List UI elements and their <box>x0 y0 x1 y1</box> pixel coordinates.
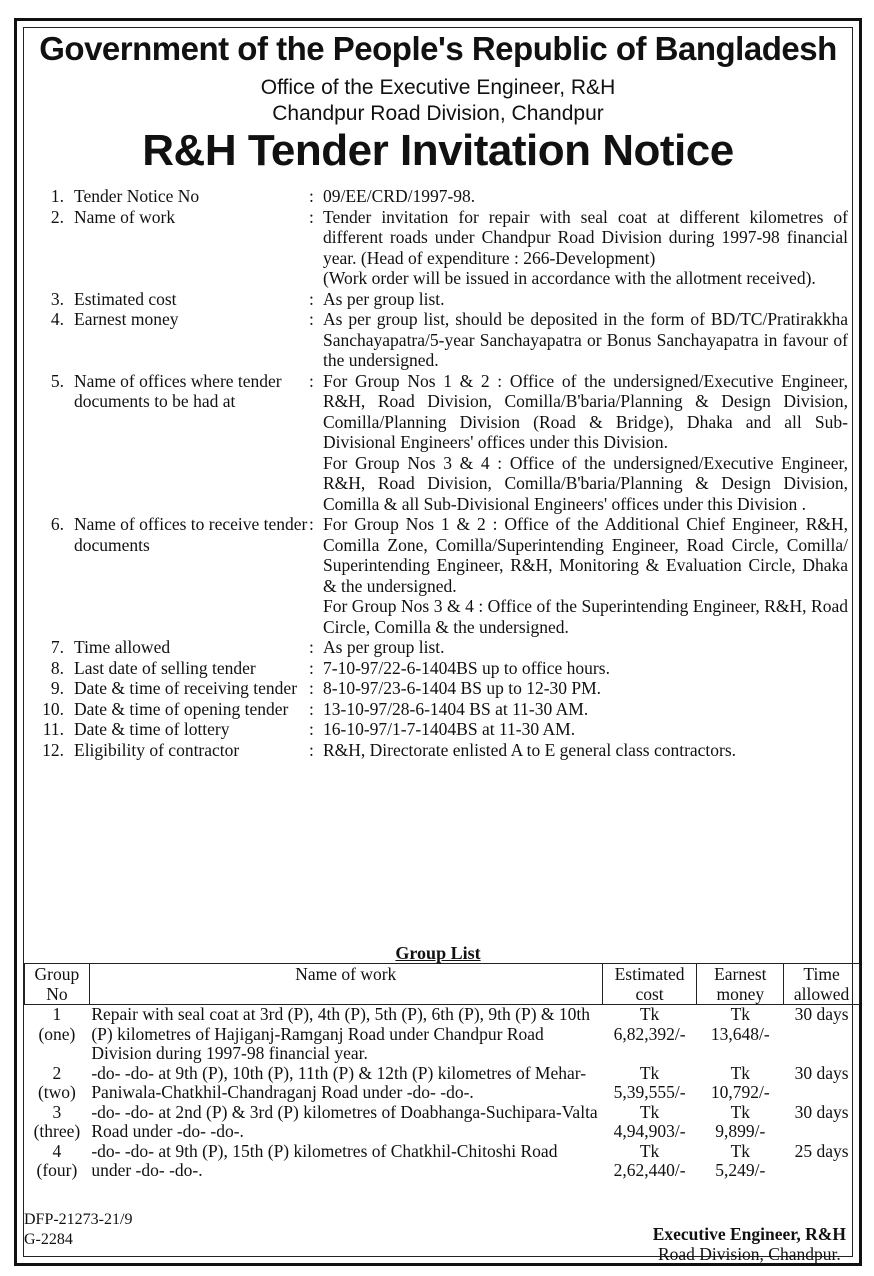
item-label: Date & time of opening tender <box>74 698 289 719</box>
detail-row: 2. Name of work : Tender invitation for repair with seal coat at different kilometres of different roads under Chandpur Road Division during 1997-98 financial year. (Head of expenditure : 266-Development) (Work order will be issued in accordance with the allotment received). <box>28 207 848 289</box>
currency-label: Tk <box>730 1062 751 1083</box>
division-name: Chandpur Road Division, Chandpur <box>272 102 604 125</box>
item-label: Name of work <box>74 206 176 227</box>
currency-label: Tk <box>730 1101 751 1122</box>
dfp-number: DFP-21273-21/9 <box>24 1211 133 1228</box>
estimated-cost: 2,62,440/- <box>613 1160 686 1180</box>
time-allowed: 30 days <box>794 1004 849 1024</box>
detail-row: 6. Name of offices to receive tender documents : For Group Nos 1 & 2 : Office of the Additional Chief Engineer, R&H, Comilla Zone, Comilla/Superintending Engineer, Road Circle, Comilla/ Superintending Engineer, R&H, Monitoring & Evaluation Circle, Dhaka & the undersigned. For Group Nos 3 & 4 : Office of the Superintending Engineer, R&H, Road Circle, Comilla & the undersigned. <box>28 514 848 637</box>
detail-row: 11. Date & time of lottery : 16-10-97/1-7-1404BS at 11-30 AM. <box>28 719 848 740</box>
government-title: Government of the People's Republic of Bangladesh <box>39 30 837 67</box>
detail-row: 10. Date & time of opening tender : 13-10-97/28-6-1404 BS at 11-30 AM. <box>28 699 848 720</box>
group-word: (four) <box>36 1160 78 1180</box>
item-label: Last date of selling tender <box>74 657 256 678</box>
estimated-cost: 6,82,392/- <box>613 1023 686 1044</box>
item-number: 1. <box>50 186 64 206</box>
earnest-money: 9,899/- <box>715 1121 766 1141</box>
item-label: Time allowed <box>74 637 171 657</box>
table-row <box>25 1005 860 1064</box>
item-label: Tender Notice No <box>74 186 200 206</box>
notice-frame <box>14 18 862 1266</box>
earnest-money: 10,792/- <box>710 1082 770 1102</box>
signatory-title: Executive Engineer, R&H <box>652 1224 846 1244</box>
item-label: Name of offices where tender documents to be had at <box>74 370 282 411</box>
item-value: 13-10-97/28-6-1404 BS at 11-30 AM. <box>323 698 589 719</box>
time-allowed: 30 days <box>794 1101 849 1122</box>
item-label: Estimated cost <box>74 288 177 309</box>
item-number: 4. <box>50 309 64 329</box>
currency-label: Tk <box>730 1140 751 1161</box>
detail-row: 5. Name of offices where tender documents to be had at : For Group Nos 1 & 2 : Office of the undersigned/Executive Engineer, R&H, Road Division, Comilla/B'baria/Planning & Design Division, Comilla/Planning Division (Road & Bridge), Dhaka and all Sub-Divisional Engineers' offices under this Division. For Group Nos 3 & 4 : Office of the undersigned/Executive Engineer, R&H, Road Division, Comilla/B'baria/Planning & Design Division, Comilla & all Sub-Divisional Engineers' offices under this Division . <box>28 371 848 515</box>
table-row <box>25 1142 860 1181</box>
group-word: (three) <box>33 1121 81 1141</box>
group-word: (two) <box>37 1082 76 1102</box>
item-label: Date & time of lottery <box>74 719 230 739</box>
group-list-title: Group List <box>395 943 481 963</box>
item-number: 11. <box>42 719 64 739</box>
item-value: 09/EE/CRD/1997-98. <box>323 186 476 206</box>
detail-row: 1. Tender Notice No : 09/EE/CRD/1997-98. <box>28 186 848 207</box>
currency-label: Tk <box>639 1101 660 1122</box>
detail-row: 12. Eligibility of contractor : R&H, Directorate enlisted A to E general class contractors. <box>28 740 848 761</box>
group-word: (one) <box>38 1023 76 1044</box>
work-description: -do- -do- at 9th (P), 15th (P) kilometres of Chatkhil-Chitoshi Road under -do- -do-. <box>91 1140 558 1180</box>
detail-row: 8. Last date of selling tender : 7-10-97/22-6-1404BS up to office hours. <box>28 658 848 679</box>
item-value: R&H, Directorate enlisted A to E general class contractors. <box>323 739 737 760</box>
signature-block <box>653 1224 846 1264</box>
item-number: 8. <box>50 657 64 678</box>
header-name-of-work: Name of work <box>89 964 602 1005</box>
detail-row: 3. Estimated cost : As per group list. <box>28 289 848 310</box>
group-list-table <box>24 963 860 1181</box>
detail-row: 9. Date & time of receiving tender : 8-10-97/23-6-1404 BS up to 12-30 PM. <box>28 678 848 699</box>
g-number: G-2284 <box>24 1231 73 1248</box>
item-number: 6. <box>50 514 64 534</box>
estimated-cost: 4,94,903/- <box>613 1121 686 1141</box>
work-description: Repair with seal coat at 3rd (P), 4th (P), 5th (P), 6th (P), 9th (P) & 10th (P) kilometres of Hajiganj-Ramganj Road under Chandpur Road Division during 1997-98 financial year. <box>91 1004 590 1063</box>
office-name: Office of the Executive Engineer, R&H <box>260 76 616 99</box>
table-row <box>25 1064 860 1103</box>
earnest-money: 5,249/- <box>715 1160 766 1180</box>
item-number: 7. <box>50 637 64 657</box>
work-description: -do- -do- at 9th (P), 10th (P), 11th (P) & 12th (P) kilometres of Mehar-Paniwala-Chatkhil-Chandraganj Road under -do- -do-. <box>91 1062 587 1102</box>
item-value: 7-10-97/22-6-1404BS up to office hours. <box>323 657 610 678</box>
group-number: 1 <box>52 1004 62 1024</box>
currency-label: Tk <box>639 1004 660 1024</box>
item-label: Name of offices to receive tender documents <box>74 514 308 555</box>
time-allowed: 30 days <box>794 1062 849 1083</box>
notice-title: R&H Tender Invitation Notice <box>142 126 734 175</box>
time-allowed: 25 days <box>794 1140 849 1161</box>
group-number: 4 <box>52 1140 62 1161</box>
table-row <box>25 1103 860 1142</box>
item-value: 8-10-97/23-6-1404 BS up to 12-30 PM. <box>323 678 602 698</box>
item-number: 9. <box>50 678 64 698</box>
estimated-cost: 5,39,555/- <box>613 1082 686 1102</box>
table-header-row <box>25 964 860 1005</box>
currency-label: Tk <box>639 1140 660 1161</box>
item-value: As per group list, should be deposited in the form of BD/TC/Pratirakkha Sanchayapatra/5-year Sanchayapatra or Bonus Sanchayapatra in favour of the undersigned. <box>323 309 848 370</box>
item-label: Earnest money <box>74 309 179 329</box>
tender-details-list <box>28 186 848 760</box>
item-value: For Group Nos 1 & 2 : Office of the undersigned/Executive Engineer, R&H, Road Division, Comilla/B'baria/Planning & Design Division, Comilla/Planning Division (Road & Bridge), Dhaka and all Sub-Divisional Engineers' offices under this Division. For Group Nos 3 & 4 : Office of the undersigned/Executive Engineer, R&H, Road Division, Comilla/B'baria/Planning & Design Division, Comilla & all Sub-Divisional Engineers' offices under this Division . <box>323 370 848 514</box>
header-time-allowed: Time allowed <box>784 964 860 1005</box>
currency-label: Tk <box>639 1062 660 1083</box>
item-label: Date & time of receiving tender <box>74 678 298 698</box>
item-value: For Group Nos 1 & 2 : Office of the Additional Chief Engineer, R&H, Comilla Zone, Comilla/Superintending Engineer, Road Circle, Comilla/ Superintending Engineer, R&H, Monitoring & Evaluation Circle, Dhaka & the undersigned. For Group Nos 3 & 4 : Office of the Superintending Engineer, R&H, Road Circle, Comilla & the undersigned. <box>323 514 848 637</box>
work-description: -do- -do- at 2nd (P) & 3rd (P) kilometres of Doabhanga-Suchipara-Valta Road under -do- -do-. <box>91 1101 598 1141</box>
item-number: 3. <box>50 288 64 309</box>
notice-body <box>23 27 853 1264</box>
currency-label: Tk <box>730 1004 751 1024</box>
earnest-money: 13,648/- <box>710 1023 770 1044</box>
item-value: As per group list. <box>323 288 445 309</box>
item-number: 10. <box>42 698 64 719</box>
publication-codes <box>24 1210 132 1250</box>
detail-row: 4. Earnest money : As per group list, should be deposited in the form of BD/TC/Pratirakkha Sanchayapatra/5-year Sanchayapatra or Bonus Sanchayapatra in favour of the undersigned. <box>28 309 848 371</box>
item-value: As per group list. <box>323 637 445 657</box>
group-number: 3 <box>52 1101 62 1122</box>
item-value: Tender invitation for repair with seal coat at different kilometres of different roads under Chandpur Road Division during 1997-98 financial year. (Head of expenditure : 266-Development) (Work order will be issued in accordance with the allotment received). <box>323 206 848 288</box>
item-number: 2. <box>50 206 64 227</box>
item-number: 5. <box>50 370 64 391</box>
signatory-office: Road Division, Chandpur. <box>657 1244 841 1264</box>
detail-row: 7. Time allowed : As per group list. <box>28 637 848 658</box>
header-group-no: Group No <box>25 964 90 1005</box>
group-number: 2 <box>52 1062 62 1083</box>
header-earnest-money: Earnest money <box>697 964 784 1005</box>
header-estimated-cost: Estimated cost <box>602 964 697 1005</box>
item-label: Eligibility of contractor <box>74 739 240 760</box>
item-number: 12. <box>42 739 64 760</box>
item-value: 16-10-97/1-7-1404BS at 11-30 AM. <box>323 719 576 739</box>
